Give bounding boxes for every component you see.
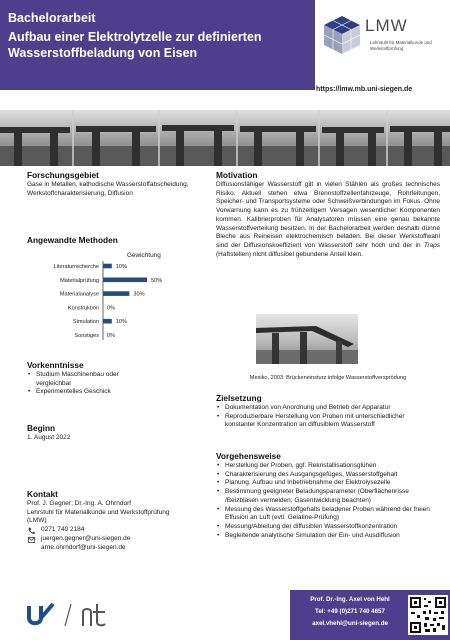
- motivation-body: Diffusionsfähiger Wasserstoff gilt in vielen Stählen als großes technisches Risiko. Aktuell stehen etwa Brennstoffzellenfahrzeuge, Rohrleitungen, Speicher- und Transportsysteme oder Schweißverbindungen im Fokus. Ohne Vorwarnung kann es zu frühzeitigem Versagen wesentlicher Komponenten kommen. Kalibrierproben für Analysatoren müssen eine genau bekannte Wasserstoffverteilung besitzen. In der Bachelorarbeit werden deshalb dünne Bleche aus Reineisen elektrochemisch beladen. Bei dieser Werkstoffwahl sind der Diffusionskoeffizient von Wasserstoff sehr hoch und der in: [216, 181, 440, 249]
- forschungsgebiet-heading: Forschungsgebiet: [27, 170, 99, 180]
- list-item: • Bestimmung geeigneter Beladungsparameter (Oberflächenrisse /Beizblasen vermeiden, Gasentwicklung beachten): [216, 488, 440, 505]
- email-link-1[interactable]: juergen.gegner@uni-siegen.de: [41, 534, 131, 542]
- left-column: [27, 170, 205, 198]
- zielsetzung-list: [216, 404, 440, 430]
- kontakt-heading: Kontakt: [27, 489, 58, 499]
- bar: [103, 278, 147, 283]
- cube-logo-icon: [321, 14, 363, 56]
- value-label: 0%: [107, 305, 116, 312]
- value-label: 50%: [151, 277, 163, 284]
- vorgehensweise-section: [216, 451, 440, 540]
- beginn-date: 1. August 2022: [27, 434, 71, 441]
- photo-caption: Mexiko, 2003: Brückeneinsturz infolge Wasserstoffversprödung: [249, 375, 407, 381]
- list-item: • Reproduzierbare Herstellung von Proben mit unterschiedlicher konstanter Konzentration an diffusiblem Wasserstoff: [216, 413, 416, 430]
- title-band: [0, 0, 315, 90]
- bar: [103, 319, 112, 324]
- list-item: • Messung/Ableitung der diffusiblen Wasserstoffkonzentration: [216, 523, 440, 532]
- footer-email[interactable]: axel.vhehl@uni-siegen.de: [312, 620, 388, 627]
- lmw-logo: [318, 14, 446, 62]
- vorkenntnisse-list: [27, 371, 205, 397]
- vorgehensweise-heading: Vorgehensweise: [216, 451, 281, 461]
- footer-phone: Tel: +49 (0)271 740 4657: [315, 608, 385, 615]
- category-label: Simulation: [72, 319, 99, 326]
- category-label: Literaturrecherche: [53, 264, 99, 270]
- zielsetzung-heading: Zielsetzung: [216, 393, 262, 403]
- banner-photo-strip: [0, 110, 450, 166]
- list-item: • Charakterisierung des Ausgangsgefüges, Wasserstoffgehalt: [216, 471, 440, 480]
- methoden-section: [27, 235, 118, 246]
- phone-number: 0271 740 2184: [41, 526, 85, 534]
- weight-label: Gewichtung: [127, 252, 161, 259]
- list-item: • Dokumentation von Anordnung und Betrieb der Apparatur: [216, 404, 440, 413]
- forschungsgebiet-text: Gase in Metallen, kathodische Wasserstoffabscheidung, Werkstoffcharakterisierung, Diffusion: [27, 181, 189, 197]
- kontakt-names: Prof. J. Gegner; Dr.-Ing. A. Ohrndorf: [27, 500, 132, 507]
- page-subtitle: Aufbau einer Elektrolytzelle zur definierten Wasserstoffbeladung von Eisen: [8, 30, 262, 60]
- bridge-collapse-photo: [256, 314, 358, 364]
- header: [0, 0, 450, 108]
- bar: [103, 264, 112, 269]
- university-logo-icon: [27, 600, 117, 630]
- beginn-heading: Beginn: [27, 423, 56, 433]
- vorkenntnisse-section: [27, 360, 205, 397]
- phone-row: [27, 526, 207, 535]
- bar: [103, 291, 129, 296]
- zielsetzung-section: [216, 393, 440, 430]
- page-title: Bachelorarbeit: [8, 11, 96, 25]
- qr-code-icon: [408, 595, 448, 635]
- motivation-body-end: (Haftstellen) nicht diffusibel gebundene Anteil klein.: [216, 250, 363, 258]
- footer-contact-band: [290, 590, 450, 640]
- vorkenntnisse-heading: Vorkenntnisse: [27, 360, 84, 370]
- list-item: • Planung, Aufbau und Inbetriebnahme der Elektrolysezelle: [216, 479, 440, 488]
- email-link-2[interactable]: arne.ohrndorf@uni-siegen.de: [41, 543, 126, 551]
- motivation-heading: Motivation: [216, 170, 258, 180]
- category-label: Materialanalyse: [59, 291, 99, 298]
- website-link[interactable]: https://lmw.mb.uni-siegen.de: [316, 86, 413, 93]
- vorgehensweise-list: [216, 462, 440, 540]
- value-label: 0%: [107, 333, 116, 339]
- mail-icon: [27, 536, 36, 544]
- list-item: • Experimentelles Geschick: [27, 388, 205, 397]
- list-item: • Begleitende analytische Simulation der Ein- und Ausdiffusion: [216, 532, 440, 541]
- list-item: • Messung des Wasserstoffgehalts beladener Proben während der freien Effusion an Luft (evtl. Gelatine-Prüfung): [216, 506, 440, 523]
- beginn-section: [27, 423, 205, 443]
- kontakt-section: [27, 489, 207, 552]
- category-label: Materialprüfung: [60, 277, 99, 284]
- value-label: 30%: [133, 291, 145, 298]
- email-row: [27, 535, 207, 552]
- bridge-collapse-image: [256, 314, 358, 364]
- logo-subtitle: Lehrstuhl für Materialkunde und Werkstoffprüfung: [370, 40, 432, 51]
- motivation-italic-term: Traps: [423, 241, 440, 249]
- right-column: [216, 170, 440, 259]
- bridge-banner-image: [0, 110, 450, 166]
- value-label: 10%: [115, 319, 128, 326]
- list-item: • Studium Maschinenbau oder vergleichbar: [27, 371, 147, 388]
- category-label: Konstruktion: [67, 305, 99, 312]
- footer-name: Prof. Dr.-Ing. Axel von Hehl: [310, 596, 390, 603]
- methoden-heading: Angewandte Methoden: [27, 235, 118, 245]
- list-item: • Herstellung der Proben, ggf. Rekristallisationsglühen: [216, 462, 440, 471]
- kontakt-chair: Lehrstuhl für Materialkunde und Werkstoffprüfung (LMW): [27, 508, 170, 525]
- motivation-text: [216, 181, 440, 259]
- logo-name: LMW: [365, 16, 408, 35]
- value-label: 10%: [115, 264, 128, 270]
- category-label: Sonstiges: [74, 333, 99, 339]
